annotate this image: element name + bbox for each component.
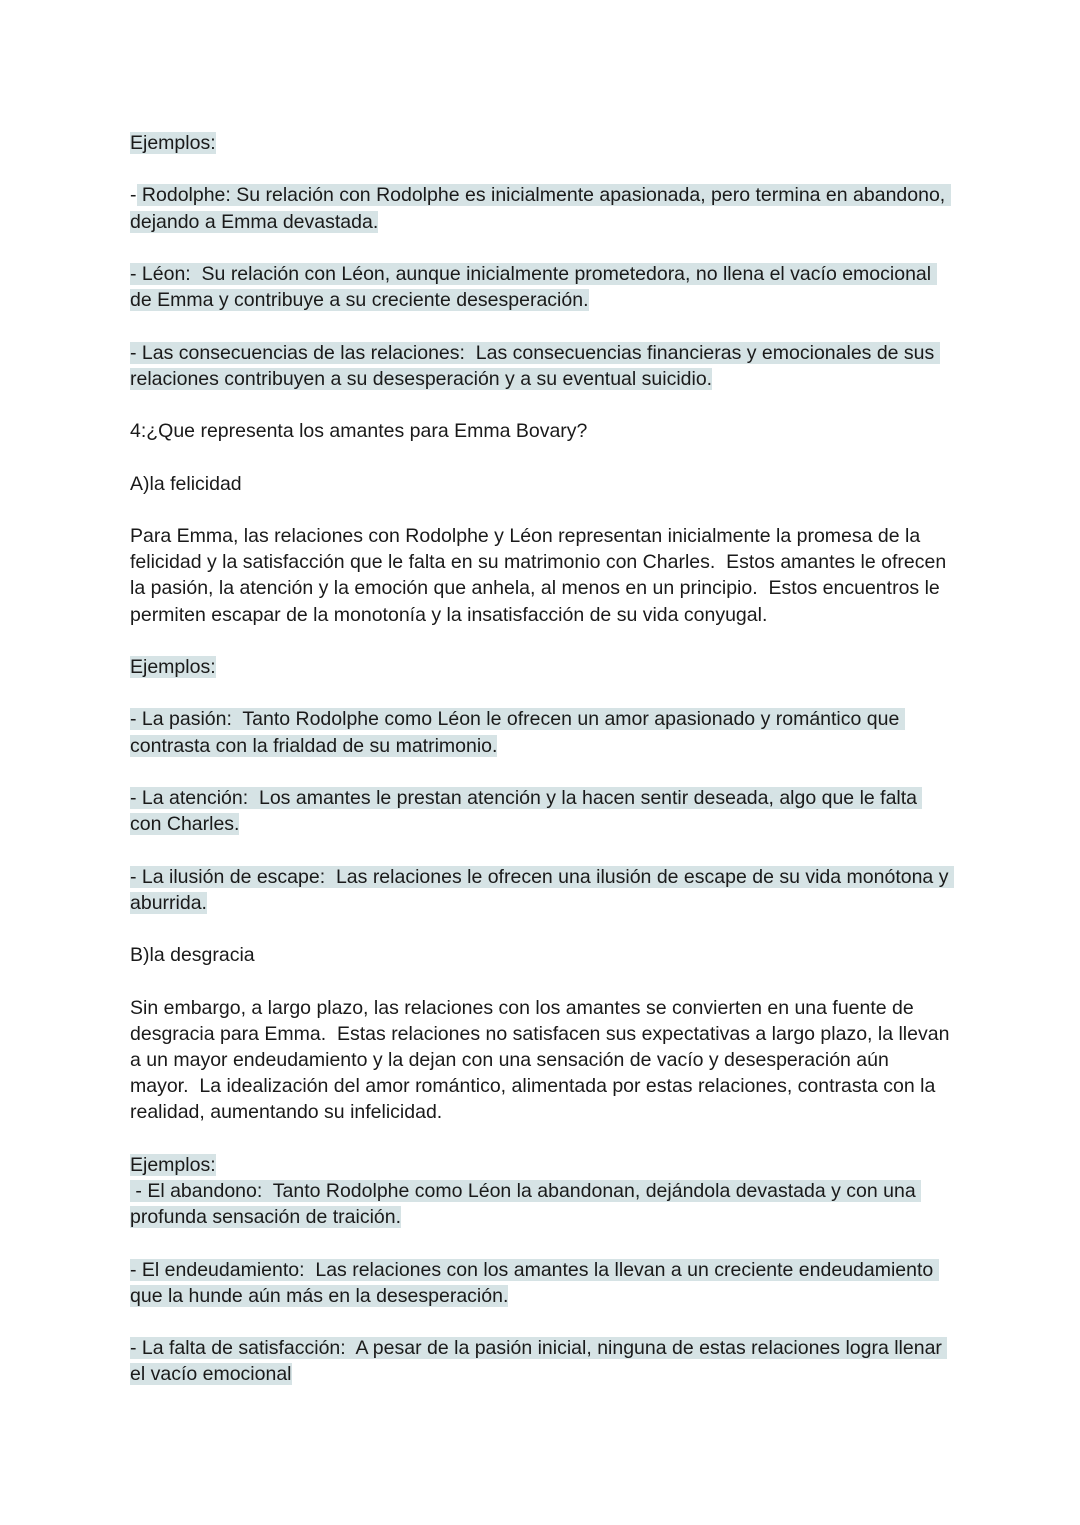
example-atencion-text: - La atención: Los amantes le prestan atención y la hacen sentir deseada, algo que le falta con Charles. [130, 786, 923, 836]
examples-heading [130, 130, 950, 156]
example-consecuencias [130, 340, 950, 392]
example-leon-text: - Léon: Su relación con Léon, aunque inicialmente prometedora, no llena el vacío emocional de Emma y contribuye a su creciente desesperación. [130, 262, 937, 312]
example-falta-satisfaccion [130, 1335, 950, 1387]
bullet-dash: - [130, 184, 137, 207]
section-a-heading: A)la felicidad [130, 472, 242, 495]
example-abandono-text: - El abandono: Tanto Rodolphe como Léon la abandonan, dejándola devastada y con una profunda sensación de traición. [130, 1179, 922, 1229]
section-b-heading: B)la desgracia [130, 944, 255, 967]
example-endeudamiento-text: - El endeudamiento: Las relaciones con los amantes la llevan a un creciente endeudamiento que la hunde aún más en la desesperación. [130, 1258, 939, 1307]
examples-heading [130, 1152, 950, 1178]
examples-heading-text: Ejemplos: [130, 1153, 216, 1176]
example-atencion [130, 785, 950, 837]
question-heading: 4:¿Que representa los amantes para Emma Bovary? [130, 420, 588, 443]
examples-heading-text: Ejemplos: [130, 655, 216, 678]
example-pasion-text: - La pasión: Tanto Rodolphe como Léon le ofrecen un amor apasionado y romántico que contrasta con la frialdad de su matrimonio. [130, 708, 905, 757]
example-leon [130, 261, 950, 313]
document-page [130, 130, 955, 1414]
paragraph-desgracia: Sin embargo, a largo plazo, las relaciones con los amantes se convierten en una fuente de desgracia para Emma. Estas relaciones no satisfacen sus expectativas a largo plazo, la llevan a un mayor endeudamiento y la dejan con una sensación de vacío y desesperación aún mayor. La idealización del amor romántico, alimentada por estas relaciones, contrasta con la realidad, aumentando su infelicidad. [130, 996, 955, 1124]
example-consecuencias-text: - Las consecuencias de las relaciones: Las consecuencias financieras y emocionales de sus relaciones contribuyen a su desesperación y a su eventual suicidio. [130, 341, 940, 390]
example-ilusion-text: - La ilusión de escape: Las relaciones le ofrecen una ilusión de escape de su vida monótona y aburrida. [130, 865, 954, 914]
paragraph-felicidad: Para Emma, las relaciones con Rodolphe y Léon representan inicialmente la promesa de la felicidad y la satisfacción que le falta en su matrimonio con Charles. Estos amantes le ofrecen la pasión, la atención y la emoción que anhela, al menos en un principio. Estos encuentros le permiten escapar de la monotonía y la insatisfacción de su vida conyugal. [130, 524, 952, 626]
example-falta-satisfaccion-text: - La falta de satisfacción: A pesar de la pasión inicial, ninguna de estas relaciones logra llenar el vacío emocional [130, 1337, 948, 1386]
example-rodolphe-text: Rodolphe: Su relación con Rodolphe es inicialmente apasionada, pero termina en abandono, dejando a Emma devastada. [130, 184, 951, 233]
example-rodolphe [130, 182, 950, 234]
example-ilusion [130, 864, 954, 916]
example-abandono [130, 1178, 950, 1230]
examples-heading-text: Ejemplos: [130, 132, 216, 154]
example-endeudamiento [130, 1257, 950, 1309]
example-pasion [130, 706, 950, 758]
examples-heading [130, 654, 950, 680]
